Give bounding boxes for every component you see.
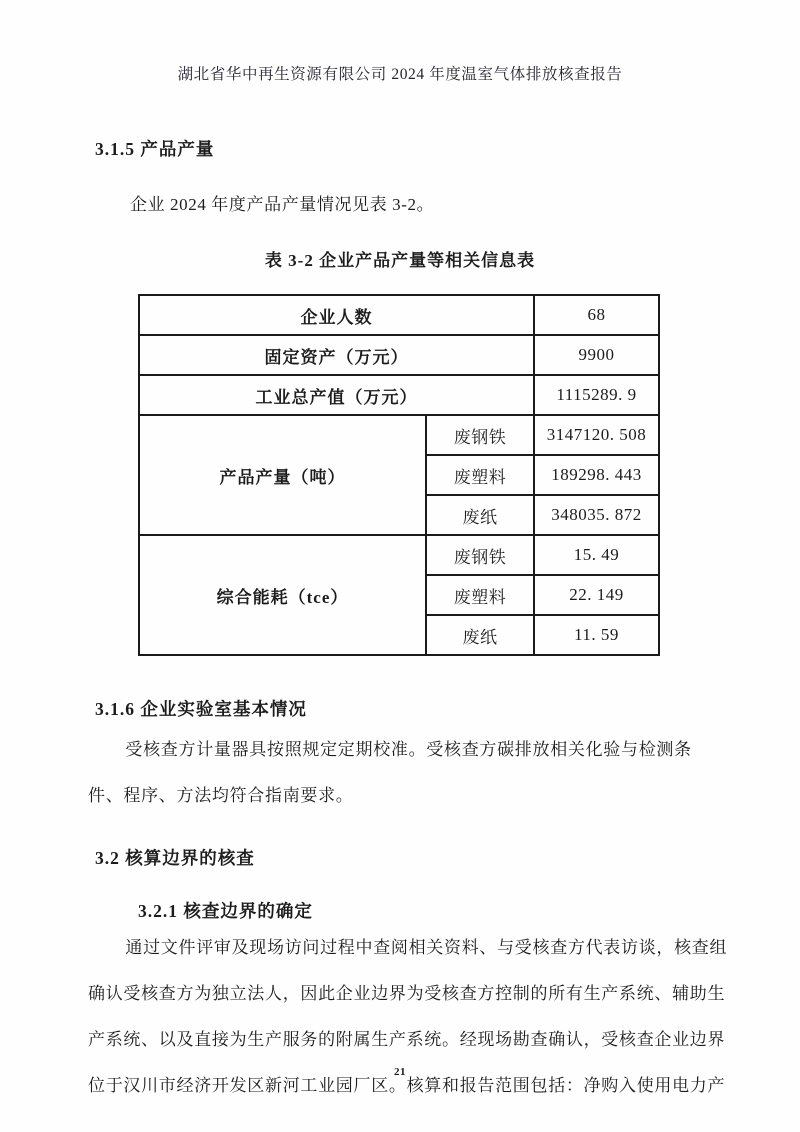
heading-3-2-boundary-verification: 3.2 核算边界的核查 <box>95 848 255 868</box>
product-info-table <box>138 294 660 656</box>
page-number: 21 <box>394 1066 406 1078</box>
paragraph-line: 通过文件评审及现场访问过程中查阅相关资料、与受核查方代表访谈，核查组 <box>125 938 728 957</box>
row-value-fixed-assets: 9900 <box>534 335 659 375</box>
value-scrap-steel-output: 3147120. 508 <box>534 415 659 455</box>
group-label-product-output: 产品产量（吨） <box>139 415 426 535</box>
value-waste-paper-output: 348035. 872 <box>534 495 659 535</box>
row-label-fixed-assets: 固定资产（万元） <box>139 335 534 375</box>
heading-3-2-1-boundary-determination: 3.2.1 核查边界的确定 <box>138 901 313 921</box>
sub-label-scrap-plastic: 废塑料 <box>426 455 534 495</box>
table-3-2-caption: 表 3-2 企业产品产量等相关信息表 <box>264 251 536 270</box>
value-scrap-steel-energy: 15. 49 <box>534 535 659 575</box>
sub-label-waste-paper: 废纸 <box>426 495 534 535</box>
paragraph-line: 受核查方计量器具按照规定定期校准。受核查方碳排放相关化验与检测条 <box>125 740 692 759</box>
sub-label-scrap-plastic: 废塑料 <box>426 575 534 615</box>
row-label-industrial-output-value: 工业总产值（万元） <box>139 375 534 415</box>
row-value-industrial-output-value: 1115289. 9 <box>534 375 659 415</box>
heading-3-1-5-product-output: 3.1.5 产品产量 <box>95 139 215 159</box>
table-row <box>139 415 659 455</box>
table-row <box>139 295 659 335</box>
sub-label-scrap-steel: 废钢铁 <box>426 415 534 455</box>
paragraph-line: 件、程序、方法均符合指南要求。 <box>88 786 354 805</box>
paragraph-line: 位于汉川市经济开发区新河工业园厂区。核算和报告范围包括：净购入使用电力产 <box>88 1076 726 1095</box>
product-output-intro-text: 企业 2024 年度产品产量情况见表 3-2。 <box>130 195 435 214</box>
boundary-determination-paragraph <box>88 925 800 1109</box>
value-waste-paper-energy: 11. 59 <box>534 615 659 655</box>
table-row <box>139 335 659 375</box>
row-value-employee-count: 68 <box>534 295 659 335</box>
group-label-energy-consumption: 综合能耗（tce） <box>139 535 426 655</box>
sub-label-waste-paper: 废纸 <box>426 615 534 655</box>
document-header-title: 湖北省华中再生资源有限公司 2024 年度温室气体排放核查报告 <box>177 66 623 83</box>
value-scrap-plastic-energy: 22. 149 <box>534 575 659 615</box>
paragraph-line: 产系统、以及直接为生产服务的附属生产系统。经现场勘查确认，受核查企业边界 <box>88 1030 726 1049</box>
sub-label-scrap-steel: 废钢铁 <box>426 535 534 575</box>
paragraph-line: 确认受核查方为独立法人，因此企业边界为受核查方控制的所有生产系统、辅助生 <box>88 984 726 1003</box>
table-row <box>139 375 659 415</box>
table-row <box>139 535 659 575</box>
value-scrap-plastic-output: 189298. 443 <box>534 455 659 495</box>
row-label-employee-count: 企业人数 <box>139 295 534 335</box>
laboratory-paragraph <box>88 727 800 819</box>
heading-3-1-6-laboratory: 3.1.6 企业实验室基本情况 <box>95 699 307 719</box>
